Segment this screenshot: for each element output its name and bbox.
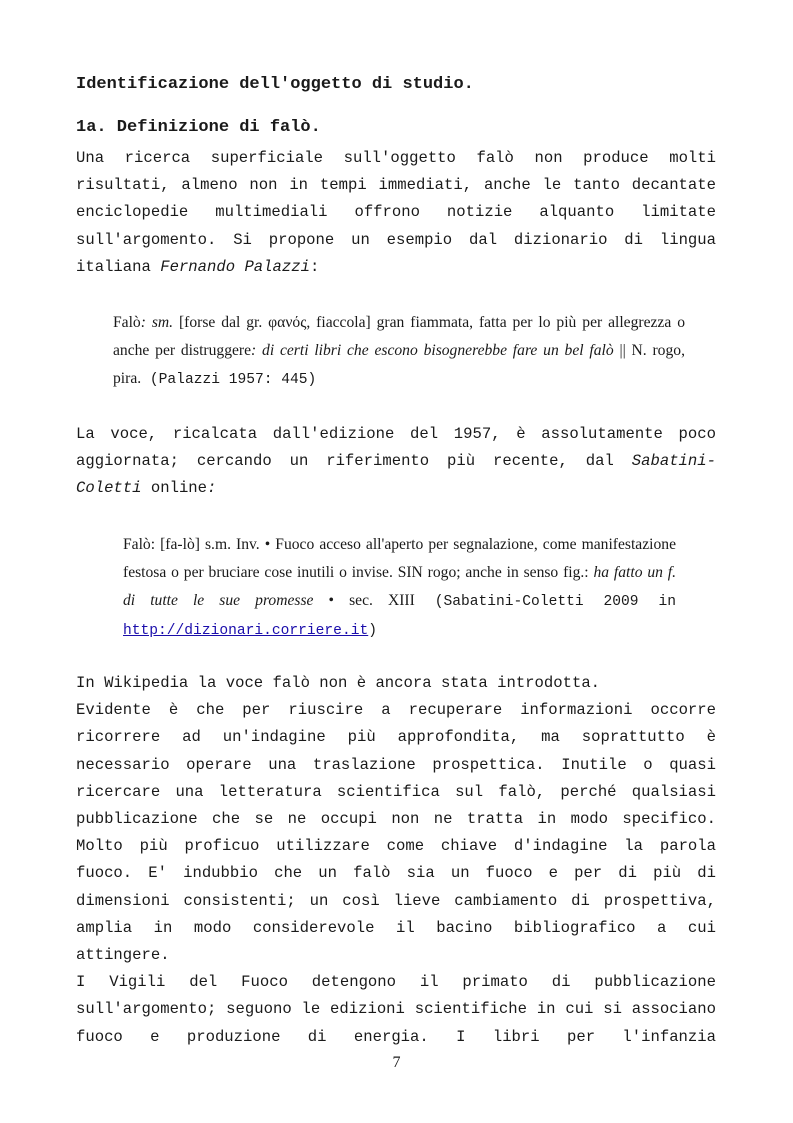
middle-paragraph xyxy=(76,421,716,503)
quote-definition: [forse dal gr. φανός, fiaccola] gran fiammata, fatta per lo più per allegrezza o anche per distruggere xyxy=(113,314,685,359)
quote-citation: (Palazzi 1957: 445) xyxy=(141,372,317,388)
author-name: Fernando Palazzi xyxy=(160,257,310,276)
dictionary-quote-sabatini xyxy=(123,531,676,645)
sabatini-citation-after: ) xyxy=(368,623,377,639)
paragraph-vigili: I Vigili del Fuoco detengono il primato di pubblicazione sull'argomento; seguono le edizioni scientifiche in cui si associano fuoco e produzione di energia. I libri per l'infanzia xyxy=(76,973,716,1046)
sabatini-tail: • sec. XIII xyxy=(313,592,415,609)
section-heading: 1a. Definizione di falò. xyxy=(76,118,321,137)
source-name: Sabatini-Coletti xyxy=(76,452,716,498)
paragraph-wikipedia: In Wikipedia la voce falò non è ancora stata introdotta. xyxy=(76,674,601,692)
intro-text: Una ricerca superficiale sull'oggetto falò non produce molti risultati, almeno non in tempi immediati, anche le tanto decantate enciclopedie multimediali offrono notizie alquanto limitate sull'argomento. Si propone un esempio dal dizionario di lingua italiana xyxy=(76,149,716,276)
quote-example: : di certi libri che escono bisognerebbe fare un bel falò xyxy=(251,342,614,359)
sabatini-citation-before: (Sabatini-Coletti 2009 in xyxy=(414,594,676,610)
sabatini-text: Falò: [fa-lò] s.m. Inv. • Fuoco acceso all'aperto per segnalazione, come manifestazione festosa o per bruciare cose inutili o invise. SIN rogo; anche in senso fig.: xyxy=(123,536,676,581)
closing-paragraphs xyxy=(76,670,716,1051)
main-heading: Identificazione dell'oggetto di studio. xyxy=(76,75,474,94)
quote-tail: || N. rogo, pira. xyxy=(113,342,685,387)
middle-end: : xyxy=(207,479,217,498)
intro-paragraph xyxy=(76,145,716,281)
dictionary-quote-palazzi xyxy=(113,309,685,394)
page-number: 7 xyxy=(392,1054,401,1071)
paragraph-traslazione: Evidente è che per riuscire a recuperare informazioni occorre ricorrere ad un'indagine più approfondita, ma soprattutto è necessario operare una traslazione prospettica. Inutile o quasi ricercare una letteratura scientifica sul falò, perché qualsiasi pubblicazione che se ne occupi non ne tratta in modo specifico. Molto più proficuo utilizzare come chiave d'indagine la parola fuoco. E' indubbio che un falò sia un fuoco e per di più di dimensioni consistenti; un così lieve cambiamento di prospettiva, amplia in modo considerevole il bacino bibliografico a cui attingere. xyxy=(76,701,716,965)
quote-pos: : sm. xyxy=(140,314,174,331)
dizionari-link[interactable]: http://dizionari.corriere.it xyxy=(123,623,369,639)
middle-text: La voce, ricalcata dall'edizione del 1957, è assolutamente poco aggiornata; cercando un riferimento più recente, dal xyxy=(76,425,716,471)
intro-end: : xyxy=(309,257,320,276)
middle-after: online xyxy=(141,479,208,498)
quote-lemma: Falò xyxy=(113,314,141,331)
sabatini-example: ha fatto un f. di tutte le sue promesse xyxy=(123,564,676,609)
